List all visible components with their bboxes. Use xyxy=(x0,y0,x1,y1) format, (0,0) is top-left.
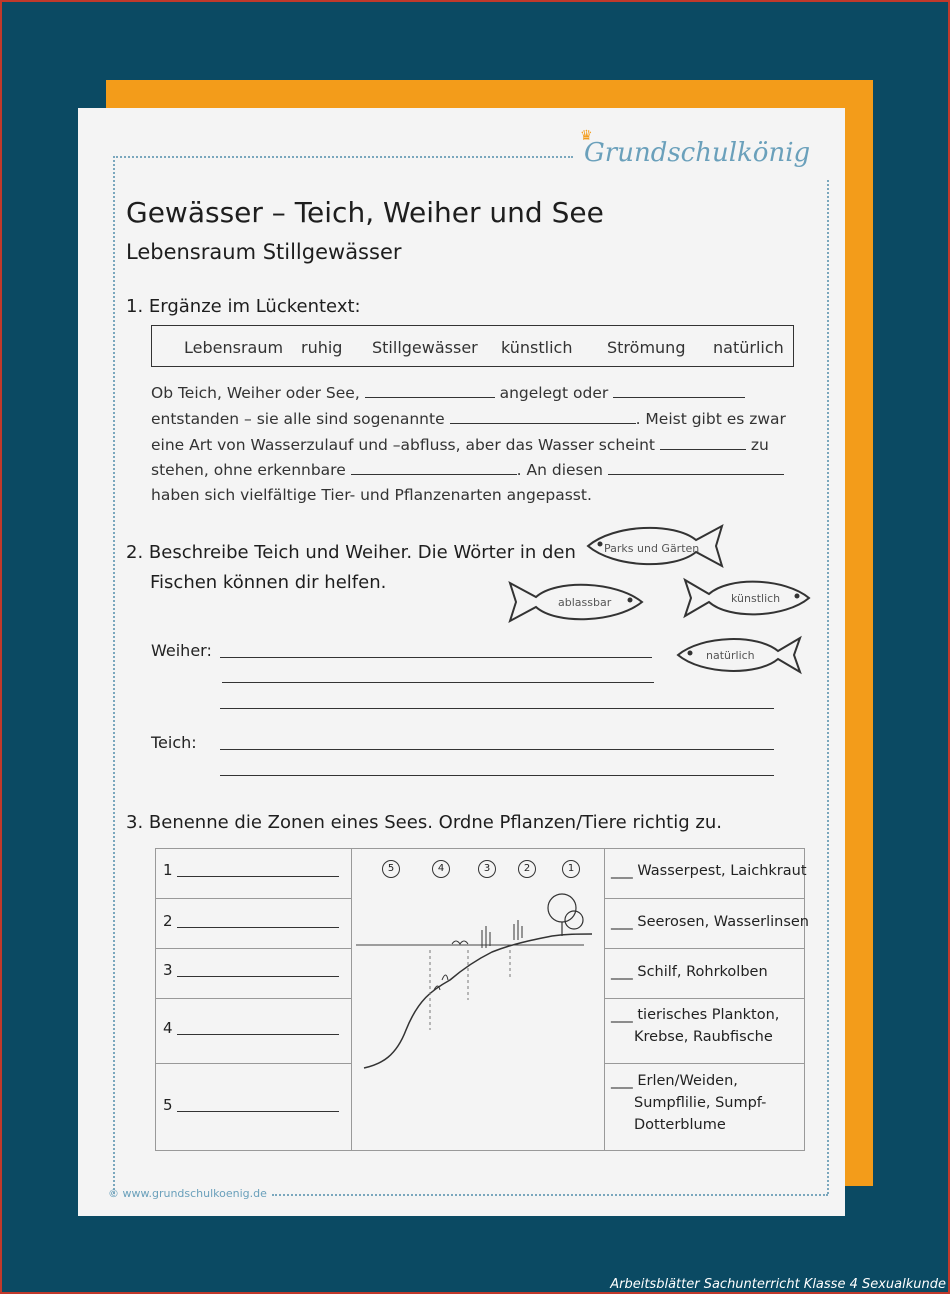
cloze-text: stehen, ohne erkennbare xyxy=(151,461,351,479)
assignment-text: Sumpflilie, Sumpf- xyxy=(634,1095,767,1111)
fish-icon xyxy=(674,630,804,680)
fish-icon xyxy=(584,518,729,574)
assignment-blank[interactable]: ___ xyxy=(611,964,633,980)
assignment-item xyxy=(611,911,809,933)
footer-copyright: © www.grundschulkoenig.de xyxy=(108,1187,267,1200)
fish-word: Parks und Gärten xyxy=(604,542,700,555)
fish-word: ablassbar xyxy=(558,596,612,609)
zone-answer-line[interactable] xyxy=(177,1111,339,1112)
assignment-blank[interactable]: ___ xyxy=(611,1073,633,1089)
image-caption: Arbeitsblätter Sachunterricht Klasse 4 Sexualkunde xyxy=(610,1277,946,1292)
assignment-item xyxy=(611,860,807,882)
fish-word: künstlich xyxy=(731,592,781,605)
assignment-text: Krebse, Raubfische xyxy=(634,1029,773,1045)
zone-answer-line[interactable] xyxy=(177,876,339,877)
cloze-text: . Meist gibt es zwar xyxy=(635,410,786,428)
word-item: Lebensraum xyxy=(184,338,284,357)
zone-number: 4 xyxy=(163,1019,173,1037)
writing-line[interactable] xyxy=(220,708,774,709)
dotted-border-top xyxy=(113,156,573,158)
cloze-blank[interactable] xyxy=(365,383,495,398)
cloze-text: Ob Teich, Weiher oder See, xyxy=(151,384,365,402)
diagram-zone-marker: 5 xyxy=(382,860,400,878)
assignment-blank[interactable]: ___ xyxy=(611,914,633,930)
zone-answer-line[interactable] xyxy=(177,927,339,928)
task2-heading: 2. Beschreibe Teich und Weiher. Die Wörter in den xyxy=(126,542,576,563)
assignment-text: Wasserpest, Laichkraut xyxy=(637,863,807,879)
task3-heading: 3. Benenne die Zonen eines Sees. Ordne Pflanzen/Tiere richtig zu. xyxy=(126,812,722,833)
cloze-line-2 xyxy=(151,409,786,428)
table-divider xyxy=(604,998,805,999)
assignment-item xyxy=(611,961,768,983)
fish-icon xyxy=(506,575,646,629)
table-divider xyxy=(155,898,351,899)
cloze-text: entstanden – sie alle sind sogenannte xyxy=(151,410,450,428)
dotted-border-right xyxy=(827,180,829,1194)
zone-number: 5 xyxy=(163,1096,173,1114)
page-subtitle: Lebensraum Stillgewässer xyxy=(126,240,402,264)
table-divider xyxy=(604,848,605,1151)
word-item: ruhig xyxy=(301,338,343,357)
label-weiher: Weiher: xyxy=(151,641,212,660)
writing-line[interactable] xyxy=(220,749,774,750)
dotted-border-bottom xyxy=(272,1194,828,1196)
zone-answer-line[interactable] xyxy=(177,976,339,977)
writing-line[interactable] xyxy=(220,657,652,658)
diagram-zone-marker: 4 xyxy=(432,860,450,878)
zone-number: 1 xyxy=(163,861,173,879)
task2-heading-cont: Fischen können dir helfen. xyxy=(150,572,387,593)
cloze-text: haben sich vielfältige Tier- und Pflanzenarten angepasst. xyxy=(151,486,592,504)
page-title: Gewässer – Teich, Weiher und See xyxy=(126,196,604,229)
word-item: natürlich xyxy=(713,338,784,357)
assignment-item xyxy=(611,1070,738,1092)
assignment-text: Dotterblume xyxy=(634,1117,726,1133)
cloze-line-3 xyxy=(151,435,769,454)
assignment-item xyxy=(611,1004,779,1026)
assignment-text: tierisches Plankton, xyxy=(637,1007,780,1023)
assignment-text: Schilf, Rohrkolben xyxy=(637,964,768,980)
cloze-line-4 xyxy=(151,460,784,479)
label-teich: Teich: xyxy=(151,733,197,752)
table-divider xyxy=(155,1063,351,1064)
cloze-blank[interactable] xyxy=(613,383,745,398)
assignment-blank[interactable]: ___ xyxy=(611,1007,633,1023)
lake-zones-diagram xyxy=(352,880,602,1080)
zone-number: 2 xyxy=(163,912,173,930)
crown-icon: ♛ xyxy=(580,128,593,144)
diagram-zone-marker: 1 xyxy=(562,860,580,878)
table-divider xyxy=(155,998,351,999)
cloze-blank[interactable] xyxy=(608,460,784,475)
table-divider xyxy=(604,898,805,899)
diagram-zone-marker: 2 xyxy=(518,860,536,878)
word-item: Stillgewässer xyxy=(372,338,478,357)
diagram-zone-marker: 3 xyxy=(478,860,496,878)
table-divider xyxy=(604,1063,805,1064)
assignment-text: Seerosen, Wasserlinsen xyxy=(637,914,810,930)
cloze-blank[interactable] xyxy=(351,460,517,475)
cloze-text: . An diesen xyxy=(516,461,608,479)
dotted-border-left xyxy=(113,156,115,1194)
cloze-text: eine Art von Wasserzulauf und –abfluss, aber das Wasser scheint xyxy=(151,436,660,454)
zone-number: 3 xyxy=(163,961,173,979)
cloze-blank[interactable] xyxy=(660,435,746,450)
writing-line[interactable] xyxy=(222,682,654,683)
word-item: Strömung xyxy=(607,338,686,357)
cloze-text: angelegt oder xyxy=(494,384,614,402)
task1-heading: 1. Ergänze im Lückentext: xyxy=(126,296,361,317)
cloze-line-1 xyxy=(151,383,745,402)
zone-answer-line[interactable] xyxy=(177,1034,339,1035)
table-divider xyxy=(604,948,805,949)
table-divider xyxy=(155,948,351,949)
assignment-text: Erlen/Weiden, xyxy=(637,1073,738,1089)
fish-icon xyxy=(681,572,813,624)
cloze-line-5 xyxy=(151,486,592,504)
fish-word: natürlich xyxy=(706,649,755,662)
brand-logo: Grundschulkönig xyxy=(584,138,811,168)
cloze-blank[interactable] xyxy=(450,409,636,424)
word-item: künstlich xyxy=(501,338,573,357)
cloze-text: zu xyxy=(745,436,769,454)
assignment-blank[interactable]: ___ xyxy=(611,863,633,879)
writing-line[interactable] xyxy=(220,775,774,776)
